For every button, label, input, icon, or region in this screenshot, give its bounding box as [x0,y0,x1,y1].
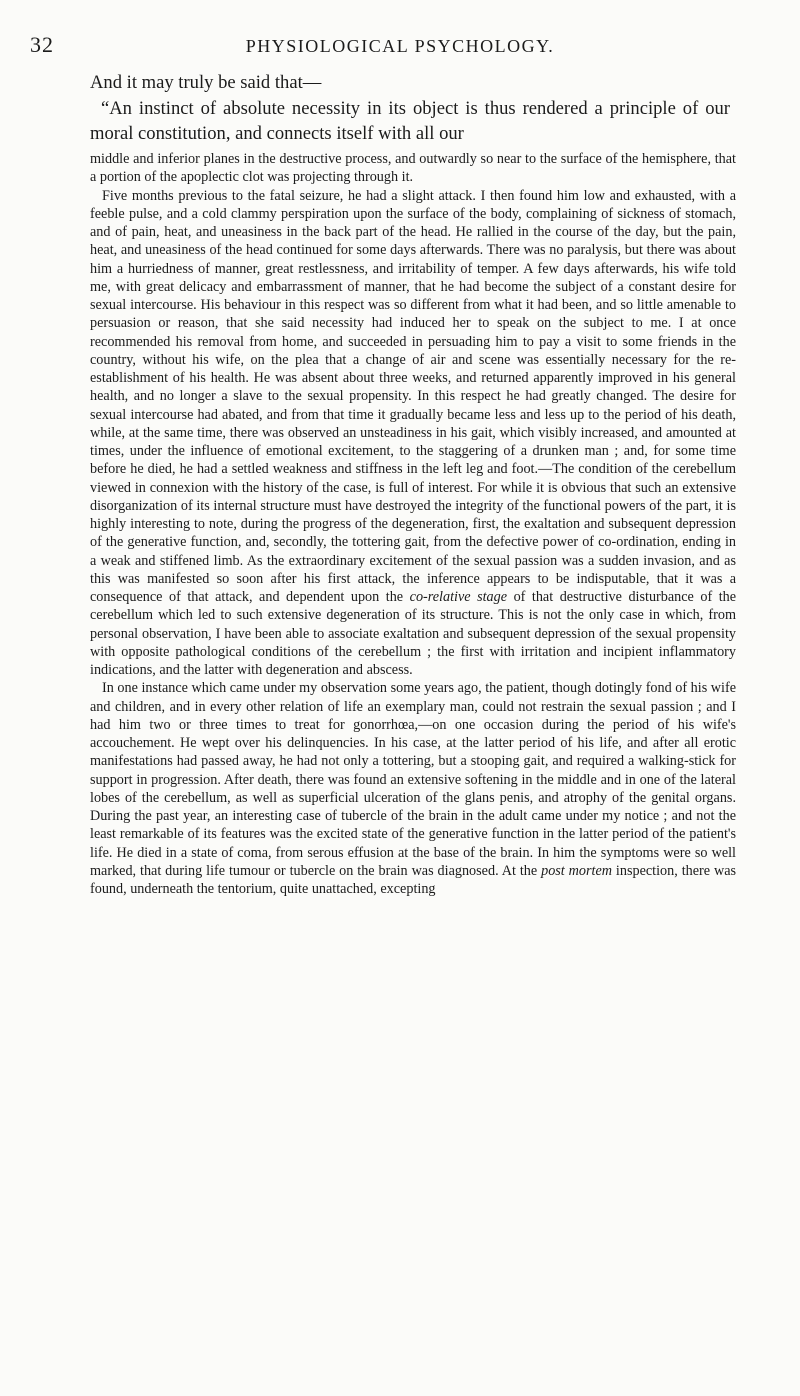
paragraph-3-tail: inspection, there was found, underneath the tentorium, quite unattached, excepting [90,862,737,897]
paragraph-2-main: Five months previous to the fatal seizure, he had a slight attack. I then found him low and exhausted, with a feeble pulse, and a cold clammy perspiration upon the surface of the body, complaining of sickness of stomach, and of pain, heat, and uneasiness in the back part of the head. He rallied in the course of the day, but the pain, heat, and uneasiness of the head continued for some days afterwards. There was no paralysis, but there was about him a hurriedness of manner, great restlessness, and irritability of temper. A few days afterwards, his wife told me, with great delicacy and embarrassment of manner, that he had become the subject of a constant desire for sexual intercourse. His behaviour in this respect was so different from what it had been, and so little amenable to persuasion or reason, that she said necessity had induced her to speak on the subject to me. I at once recommended his removal from home, and succeeded in persuading him to pay a visit to some friends in the country, without his wife, on the plea that a change of air and scene was essentially necessary for the re-establishment of his health. He was absent about three weeks, and returned apparently improved in his general health, and no longer a slave to the sexual propensity. In this respect he had greatly changed. The desire for sexual intercourse had abated, and from that time it gradually became less and less up to the period of his death, while, at the same time, there was observed an unsteadiness in his gait, which visibly increased, and amounted at times, under the influence of emotional excitement, to the staggering of a drunken man ; and, for some time before he died, he had a settled weakness and stiffness in the left leg and foot.—The condition of the cerebellum viewed in connexion with the history of the case, is full of interest. For while it is obvious that such an extensive disorganization of its internal structure must have destroyed the integrity of the functional powers of the part, it is highly interesting to note, during the progress of the degeneration, first, the exaltation and subsequent depression of the generative function, and, secondly, the tottering gait, from the defective power of co-ordination, ending in a weak and stiffened limb. As the extraordinary excitement of the sexual passion was a sudden invasion, and as this was manifested so soon after his first attack, the inference appears to be indisputable, that it was a consequence of that attack, and dependent upon the [90,187,736,605]
paragraph-2-italic: co-relative stage [409,589,508,605]
intro-line: And it may truly be said that— [90,72,322,93]
paragraph-3 [90,679,736,898]
paragraph-3-main: In one instance which came under my observation some years ago, the patient, though dotingly fond of his wife and children, and in every other relation of life an exemplary man, could not restrain the sexual passion ; and I had him two or three times to treat for gonorrhœa,—on one occasion during the period of his wife's accouchement. He wept over his delinquencies. In his case, at the latter period of his life, and after all erotic manifestations had passed away, he had not only a tottering, but a stooping gait, and required a walking-stick for support in progression. After death, there was found an extensive softening in the middle and in one of the lateral lobes of the cerebellum, as well as superficial ulceration of the glans penis, and atrophy of the genital organs. During the past year, an interesting case of tubercle of the brain in the adult came under my notice ; and not the least remarkable of its features was the excited state of the generative function in the latter period of the patient's life. He died in a state of coma, from serous effusion at the base of the brain. In him the symptoms were so well marked, that during life tumour or tubercle on the brain was diagnosed. At the [90,680,736,879]
page-header [30,24,770,64]
running-title: PHYSIOLOGICAL PSYCHOLOGY. [245,36,555,56]
paragraph-2 [90,187,736,680]
page-number: 32 [30,32,54,57]
paragraph-2-tail: of that destructive disturbance of the cerebellum which led to such extensive degeneration of its structure. This is not the only case in which, from personal observation, I have been able to associate exaltation and subsequent depression of the sexual propensity with opposite pathological conditions of the cerebellum ; the first with irritation and incipient inflammatory indications, and the latter with degeneration and abscess. [90,589,737,678]
body-text [90,150,736,898]
paragraph-3-italic: post mortem [541,862,612,879]
quotation: “An instinct of absolute necessity in its object is thus rendered a principle of our moral constitution, and connects itself with all our [90,98,730,144]
paragraph-1: middle and inferior planes in the destructive process, and outwardly so near to the surface of the hemisphere, that a portion of the apoplectic clot was projecting through it. [90,151,736,186]
